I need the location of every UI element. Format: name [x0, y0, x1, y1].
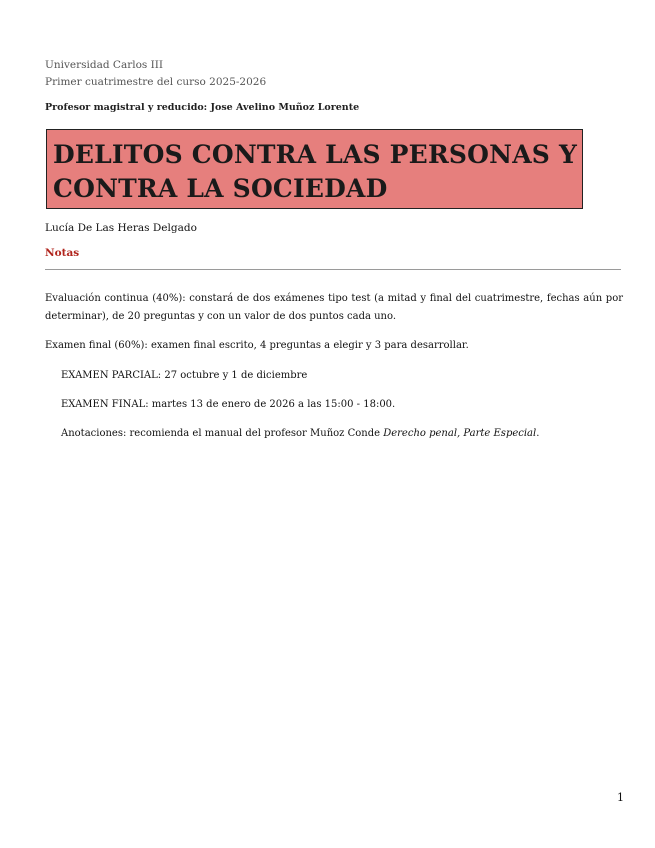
- paragraph-annotations: [61, 425, 539, 443]
- paragraph-final-exam-date: EXAMEN FINAL: martes 13 de enero de 2026 a las 15:00 - 18:00.: [61, 399, 396, 410]
- annotations-text: Anotaciones: recomienda el manual del profesor Muñoz Conde: [61, 428, 384, 439]
- professor-line: Profesor magistral y reducido: Jose Avelino Muñoz Lorente: [45, 102, 360, 113]
- paragraph-partial-exam-dates: EXAMEN PARCIAL: 27 octubre y 1 de diciembre: [61, 370, 308, 381]
- section-heading-notas: Notas: [45, 247, 80, 259]
- title-box: [46, 129, 583, 209]
- university-name: Universidad Carlos III: [45, 59, 164, 71]
- document-header: [45, 57, 266, 91]
- page-number: 1: [617, 791, 624, 804]
- course-term: Primer cuatrimestre del curso 2025-2026: [45, 76, 267, 88]
- recommended-book-title: Derecho penal, Parte Especial: [383, 428, 537, 439]
- horizontal-divider: [45, 269, 621, 270]
- paragraph-final-exam: Examen final (60%): examen final escrito, 4 preguntas a elegir y 3 para desarrollar.: [45, 340, 469, 351]
- author-name: Lucía De Las Heras Delgado: [45, 222, 197, 234]
- paragraph-continuous-evaluation: Evaluación continua (40%): constará de dos exámenes tipo test (a mitad y final del cuatrimestre, fechas aún por determinar), de 20 preguntas y con un valor de dos puntos cada uno.: [45, 293, 623, 322]
- document-title: DELITOS CONTRA LAS PERSONAS Y CONTRA LA SOCIEDAD: [53, 140, 578, 203]
- annotations-period: .: [536, 428, 540, 439]
